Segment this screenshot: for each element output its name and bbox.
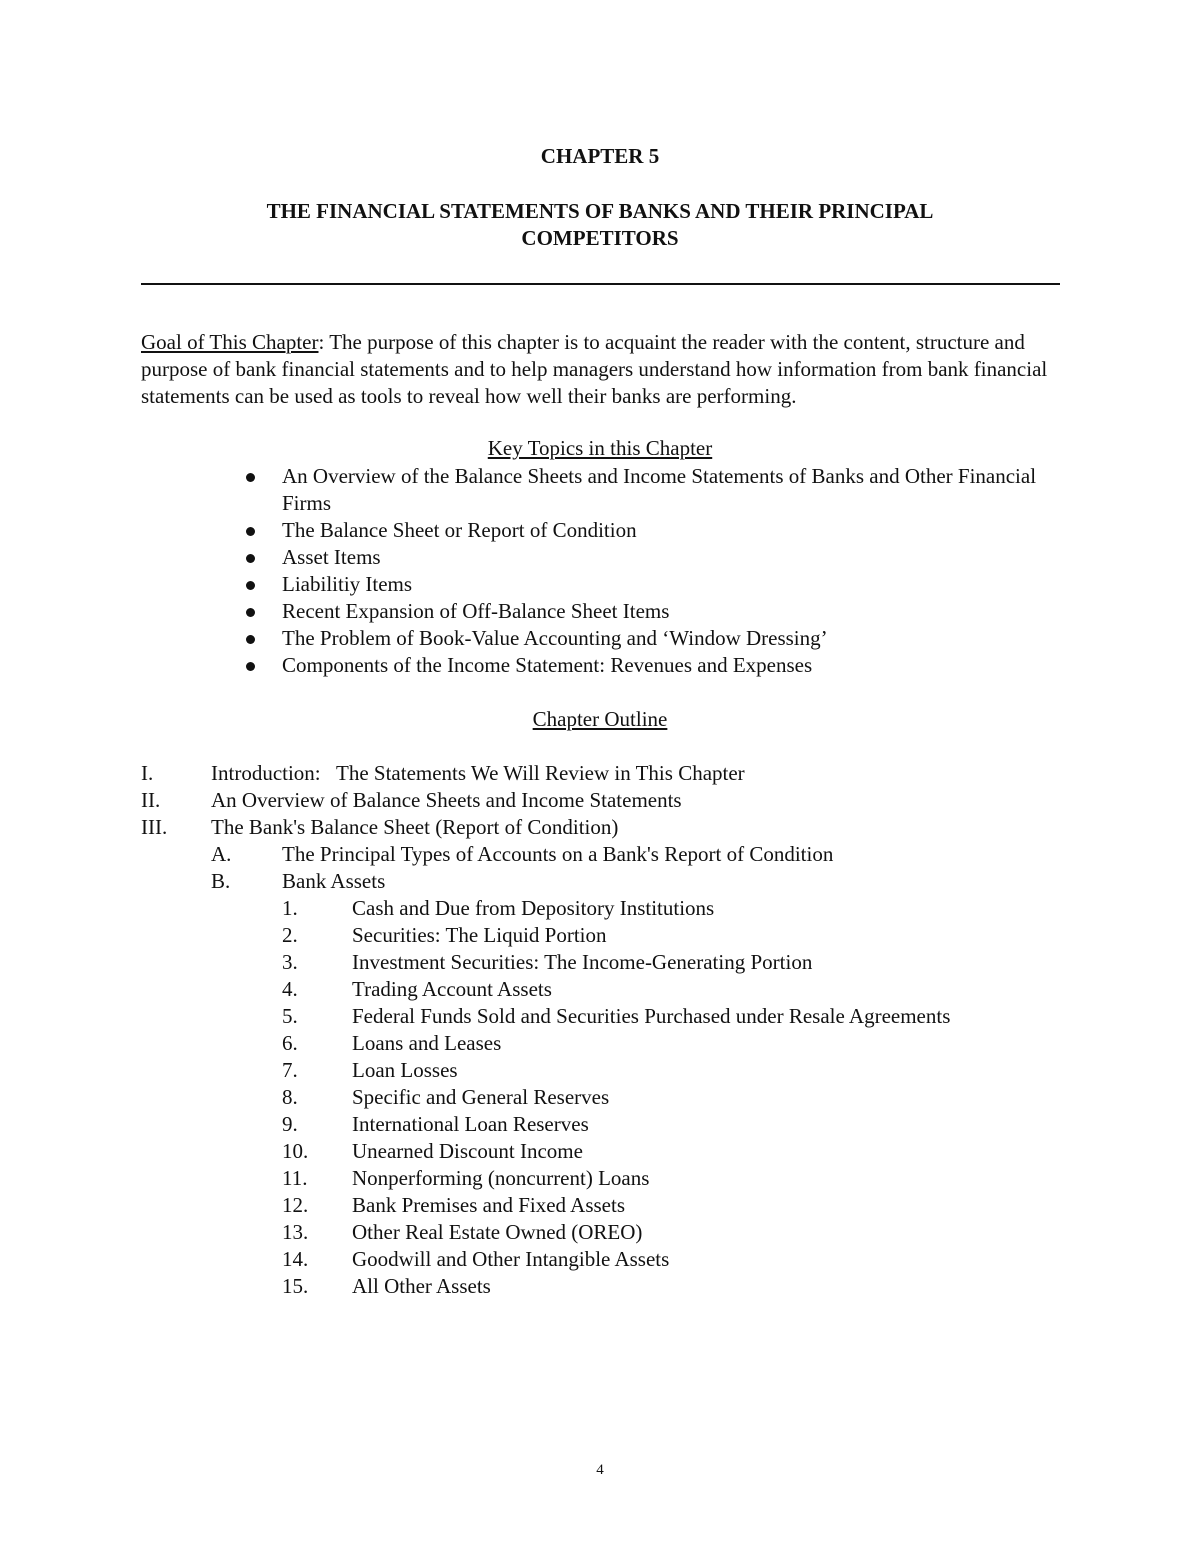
outline-item-number: 2.: [282, 923, 298, 947]
outline-item-text: Unearned Discount Income: [352, 1139, 583, 1163]
outline-item: [0, 1084, 1200, 1111]
outline-item-number: 6.: [282, 1031, 298, 1055]
outline-item-text: Trading Account Assets: [352, 977, 552, 1001]
outline-item: [0, 814, 1200, 841]
outline-item: [0, 1219, 1200, 1246]
outline-item-text: All Other Assets: [352, 1274, 491, 1298]
key-topic-text: Components of the Income Statement: Revenues and Expenses: [282, 653, 813, 677]
outline-item-number: 1.: [282, 896, 298, 920]
outline-item-text: Investment Securities: The Income-Generating Portion: [352, 950, 813, 974]
key-topic-text: An Overview of the Balance Sheets and Income Statements of Banks and Other Financial Firms: [282, 464, 1037, 515]
key-topic-item: [0, 598, 1062, 625]
outline-item-text: Loans and Leases: [352, 1031, 502, 1055]
outline-item: [0, 787, 1200, 814]
bullet-icon: [246, 581, 255, 590]
key-topic-item: [0, 652, 1062, 679]
key-topic-text: The Balance Sheet or Report of Condition: [282, 518, 637, 542]
outline-item: [0, 895, 1200, 922]
outline-item-text: Goodwill and Other Intangible Assets: [352, 1247, 670, 1271]
outline-item: [0, 976, 1200, 1003]
outline-item-text: Nonperforming (noncurrent) Loans: [352, 1166, 650, 1190]
key-topic-item: [0, 544, 1062, 571]
outline-item: [0, 868, 1200, 895]
bullet-icon: [246, 608, 255, 617]
outline-item-number: I.: [141, 761, 154, 785]
outline-item-number: 11.: [282, 1166, 308, 1190]
key-topic-item: [0, 517, 1062, 544]
outline-item-text: Other Real Estate Owned (OREO): [352, 1220, 643, 1244]
key-topic-text: Recent Expansion of Off-Balance Sheet Items: [282, 599, 670, 623]
bullet-icon: [246, 473, 255, 482]
key-topic-item: [0, 571, 1062, 598]
outline-item: [0, 1246, 1200, 1273]
outline-item-text: Federal Funds Sold and Securities Purchased under Resale Agreements: [352, 1004, 951, 1028]
outline-item-text: Bank Assets: [282, 869, 386, 893]
outline-item-text: Securities: The Liquid Portion: [352, 923, 607, 947]
goal-label: Goal of This Chapter: [141, 330, 319, 354]
outline-item-number: 4.: [282, 977, 298, 1001]
chapter-number: CHAPTER 5: [540, 144, 660, 168]
chapter-outline-list: [0, 760, 1200, 1300]
outline-item-text: The Bank's Balance Sheet (Report of Condition): [211, 815, 619, 839]
key-topic-item: [0, 625, 1062, 652]
outline-item-number: 13.: [282, 1220, 309, 1244]
outline-item: [0, 949, 1200, 976]
outline-item: [0, 922, 1200, 949]
chapter-title: THE FINANCIAL STATEMENTS OF BANKS AND THEIR PRINCIPAL COMPETITORS: [266, 199, 934, 250]
outline-item-number: B.: [211, 869, 231, 893]
outline-item-number: 8.: [282, 1085, 298, 1109]
outline-item: [0, 1057, 1200, 1084]
outline-item-number: III.: [141, 815, 168, 839]
outline-item-text: An Overview of Balance Sheets and Income Statements: [211, 788, 682, 812]
outline-item-text: International Loan Reserves: [352, 1112, 589, 1136]
horizontal-divider: [141, 283, 1060, 285]
outline-item: [0, 1030, 1200, 1057]
outline-item-text: Introduction: The Statements We Will Review in This Chapter: [211, 761, 745, 785]
bullet-icon: [246, 527, 255, 536]
bullet-icon: [246, 635, 255, 644]
outline-item-number: II.: [141, 788, 161, 812]
outline-item-text: Specific and General Reserves: [352, 1085, 610, 1109]
outline-item: [0, 760, 1200, 787]
outline-item-text: Cash and Due from Depository Institutions: [352, 896, 715, 920]
outline-item-text: The Principal Types of Accounts on a Bank's Report of Condition: [282, 842, 834, 866]
outline-item-number: 14.: [282, 1247, 309, 1271]
outline-item-number: 9.: [282, 1112, 298, 1136]
key-topic-text: Liabilitiy Items: [282, 572, 413, 596]
outline-item-number: 15.: [282, 1274, 309, 1298]
outline-item: [0, 1111, 1200, 1138]
outline-item: [0, 841, 1200, 868]
goal-paragraph: [141, 329, 1061, 410]
outline-item: [0, 1138, 1200, 1165]
key-topic-text: Asset Items: [282, 545, 381, 569]
outline-item-text: Bank Premises and Fixed Assets: [352, 1193, 625, 1217]
outline-item: [0, 1003, 1200, 1030]
key-topics-heading: Key Topics in this Chapter: [487, 436, 713, 460]
page-number: 4: [596, 1462, 604, 1478]
outline-item: [0, 1273, 1200, 1300]
outline-item-number: 12.: [282, 1193, 309, 1217]
chapter-outline-heading: Chapter Outline: [532, 707, 668, 731]
key-topics-list: [0, 463, 1062, 679]
key-topic-text: The Problem of Book-Value Accounting and ‘Window Dressing’: [282, 626, 828, 650]
outline-item-text: Loan Losses: [352, 1058, 458, 1082]
outline-item-number: A.: [211, 842, 232, 866]
bullet-icon: [246, 554, 255, 563]
outline-item-number: 3.: [282, 950, 298, 974]
key-topic-item: [0, 463, 1062, 517]
outline-item-number: 7.: [282, 1058, 298, 1082]
outline-item-number: 5.: [282, 1004, 298, 1028]
goal-text: : The purpose of this chapter is to acquaint the reader with the content, structure and purpose of bank financial statements and to help managers understand how information from bank financial statements can be used as tools to reveal how well their banks are performing.: [141, 330, 1048, 408]
outline-item: [0, 1165, 1200, 1192]
outline-item-number: 10.: [282, 1139, 309, 1163]
outline-item: [0, 1192, 1200, 1219]
bullet-icon: [246, 662, 255, 671]
